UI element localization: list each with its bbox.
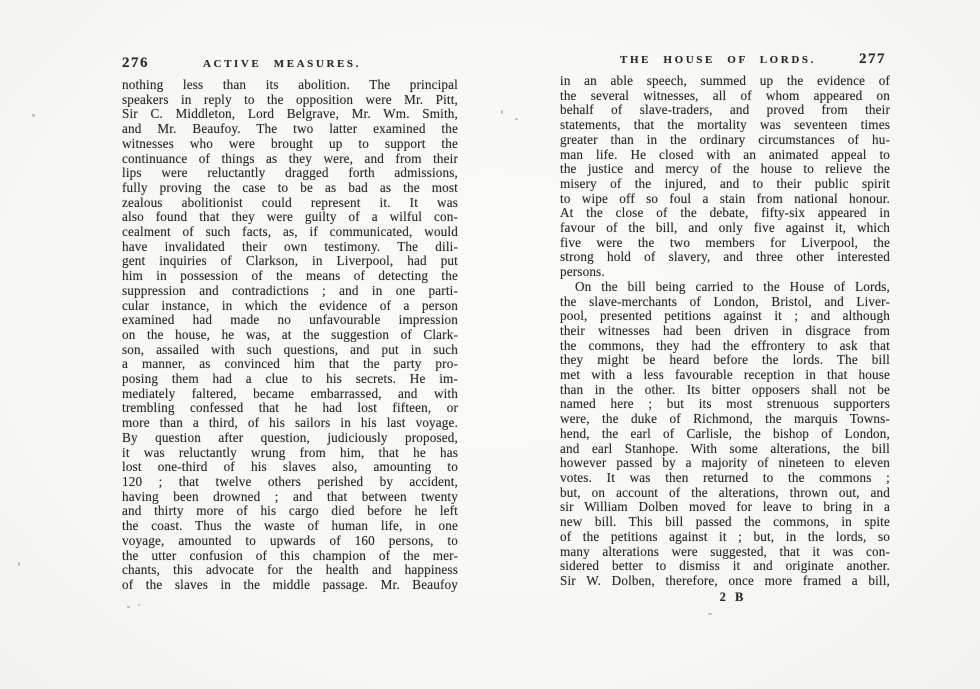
text-line: him in possession of the means of detecting the: [122, 269, 458, 284]
left-page-header: [122, 54, 458, 76]
left-page-body: [122, 78, 458, 593]
text-line: Sir C. Middleton, Lord Belgrave, Mr. Wm. Smith,: [122, 107, 458, 122]
text-line: misery of the injured, and to their public spirit: [560, 176, 890, 191]
text-line: behalf of slave-traders, and proved from their: [560, 103, 890, 118]
left-page: [122, 54, 458, 593]
scan-speck: [501, 110, 503, 114]
text-line: it was reluctantly wrung from him, that he has: [122, 445, 458, 460]
text-line: have invalidated their own testimony. The dili-: [122, 239, 458, 254]
text-line: than in the other. Its bitter opposers shall not be: [560, 382, 890, 397]
text-line: a manner, as convinced him that the party pro-: [122, 357, 458, 372]
text-line: having been drowned ; and that between twenty: [122, 489, 458, 504]
text-line: on the house, he was, at the suggestion of Clark-: [122, 327, 458, 342]
text-line: gent inquiries of Clarkson, in Liverpool, had put: [122, 254, 458, 269]
text-line: son, assailed with such questions, and put in such: [122, 342, 458, 357]
scan-speck: [127, 606, 130, 608]
scan-speck: [515, 118, 518, 120]
text-line: the justice and mercy of the house to relieve the: [560, 162, 890, 177]
text-line: voyage, amounted to upwards of 160 persons, to: [122, 533, 458, 548]
text-line: fully proving the case to be as bad as the most: [122, 180, 458, 195]
text-line: zealous abolitionist could represent it. It was: [122, 195, 458, 210]
scan-speck: [32, 114, 35, 117]
text-line: hend, the earl of Carlisle, the bishop of London,: [560, 426, 890, 441]
folio-number-left: 276: [122, 55, 149, 71]
text-line: to wipe off so foul a stain from national honour.: [560, 191, 890, 206]
running-head-left: ACTIVE MEASURES.: [202, 58, 361, 70]
text-line: 120 ; that twelve others perished by accident,: [122, 474, 458, 489]
text-line: the several witnesses, all of whom appeared on: [560, 88, 890, 103]
text-line: and thirty more of his cargo died before he left: [122, 504, 458, 519]
text-line: also found that they were guilty of a wilful con-: [122, 210, 458, 225]
text-line: of the slaves in the middle passage. Mr. Beaufoy: [122, 577, 458, 592]
right-page-body: [560, 74, 890, 589]
right-page-header: [560, 50, 890, 72]
running-head-right: THE HOUSE OF LORDS.: [620, 54, 816, 66]
text-line: favour of the bill, and only five against it, which: [560, 221, 890, 236]
text-line: suppression and contradictions ; and in one parti-: [122, 283, 458, 298]
scan-speck: [18, 562, 20, 566]
text-line: the commons, they had the effrontery to ask that: [560, 338, 890, 353]
scan-speck: [708, 613, 712, 615]
text-line: the slave-merchants of London, Bristol, and Liver-: [560, 294, 890, 309]
text-line: strong hold of slavery, and three other interested: [560, 250, 890, 265]
text-line: and earl Stanhope. With some alterations, the bill: [560, 441, 890, 456]
text-line: witnesses who were brought up to support the: [122, 136, 458, 151]
text-line: sidered better to dismiss it and originate another.: [560, 559, 890, 574]
text-line: continuance of things as they were, and from their: [122, 151, 458, 166]
text-line: however passed by a majority of nineteen to eleven: [560, 456, 890, 471]
text-line: man life. He closed with an animated appeal to: [560, 147, 890, 162]
text-line: votes. It was then returned to the commons ;: [560, 470, 890, 485]
text-line: lips were reluctantly dragged forth admissions,: [122, 166, 458, 181]
text-line: trembling confessed that he had lost fifteen, or: [122, 401, 458, 416]
text-line: new bill. This bill passed the commons, in spite: [560, 515, 890, 530]
text-line: Sir W. Dolben, therefore, once more framed a bill,: [560, 573, 890, 588]
text-line: of the petitions against it ; but, in the lords, so: [560, 529, 890, 544]
text-line: chants, this advocate for the health and happiness: [122, 563, 458, 578]
text-line: but, on account of the alterations, thrown out, and: [560, 485, 890, 500]
text-line: greater than in the ordinary circumstances of hu-: [560, 132, 890, 147]
text-line: sir William Dolben moved for leave to bring in a: [560, 500, 890, 515]
text-line: statements, that the mortality was seventeen times: [560, 118, 890, 133]
text-line: and Mr. Beaufoy. The two latter examined the: [122, 122, 458, 137]
text-line: named here ; but its most strenuous supporters: [560, 397, 890, 412]
text-line: were, the duke of Richmond, the marquis Towns-: [560, 412, 890, 427]
text-line: the coast. Thus the waste of human life, in one: [122, 519, 458, 534]
text-line: they might be heard before the lords. The bill: [560, 353, 890, 368]
text-line: in an able speech, summed up the evidence of: [560, 74, 890, 88]
text-line: cular instance, in which the evidence of a person: [122, 298, 458, 313]
text-line: five were the two members for Liverpool, the: [560, 235, 890, 250]
text-line: speakers in reply to the opposition were Mr. Pitt,: [122, 92, 458, 107]
text-line: their witnesses had been driven in disgrace from: [560, 323, 890, 338]
text-line-paragraph-start: On the bill being carried to the House of Lords,: [575, 279, 890, 294]
right-page: [560, 50, 890, 605]
text-line: By question after question, judiciously proposed,: [122, 430, 458, 445]
text-line: examined had made no unfavourable impression: [122, 313, 458, 328]
text-line: met with a less favourable reception in that house: [560, 368, 890, 383]
text-line: nothing less than its abolition. The principal: [122, 78, 458, 92]
text-line: At the close of the debate, fifty-six appeared in: [560, 206, 890, 221]
scan-speck: [138, 604, 140, 606]
signature-mark: 2 B: [719, 589, 747, 604]
text-line: many alterations were suggested, that it was con-: [560, 544, 890, 559]
text-line: lost one-third of his slaves also, amounting to: [122, 460, 458, 475]
text-line: more than a third, of his sailors in his last voyage.: [122, 416, 458, 431]
text-line: pool, presented petitions against it ; and although: [560, 309, 890, 324]
text-line-paragraph-end: persons.: [560, 265, 605, 280]
text-line: cealment of such facts, as, if communicated, would: [122, 225, 458, 240]
text-line: posing them had a clue to his secrets. He im-: [122, 372, 458, 387]
folio-number-right: 277: [859, 51, 886, 67]
text-line: mediately faltered, became embarrassed, and with: [122, 386, 458, 401]
text-line: the utter confusion of this champion of the mer-: [122, 548, 458, 563]
